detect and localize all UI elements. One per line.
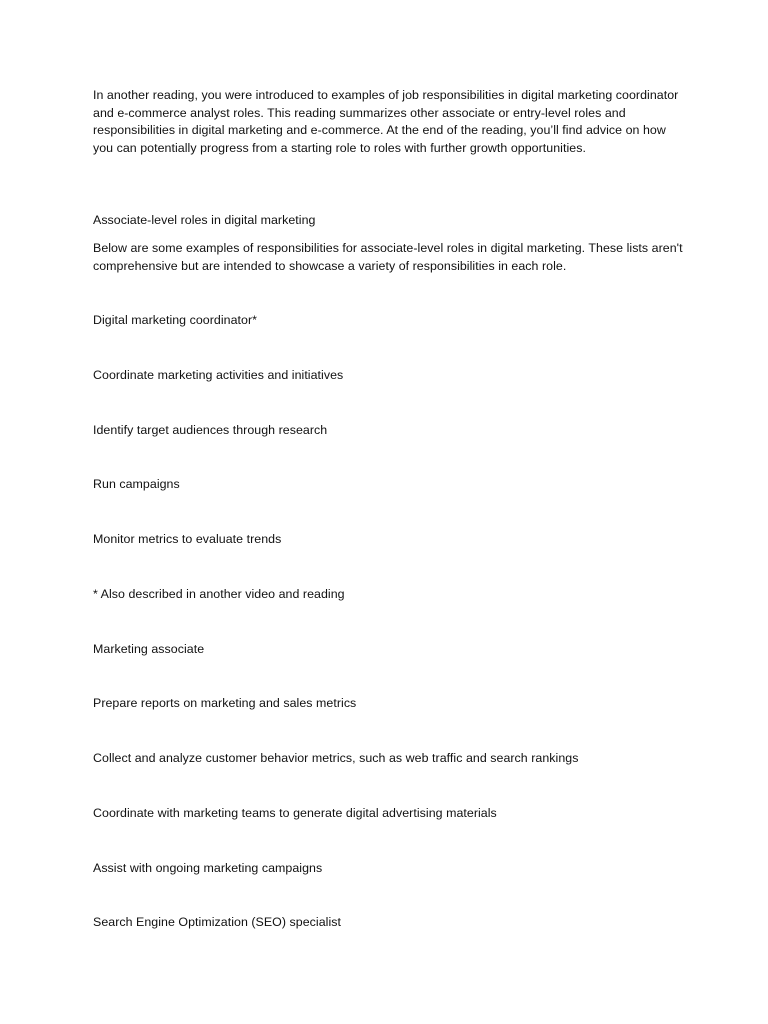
footnote: * Also described in another video and reading xyxy=(93,587,345,601)
list-item: Collect and analyze customer behavior metrics, such as web traffic and search rankings xyxy=(93,751,579,765)
intro-paragraph: In another reading, you were introduced to examples of job responsibilities in digital marketing coordinator and e-commerce analyst roles. This reading summarizes other associate or entry-level roles and responsibilities in digital marketing and e-commerce. At the end of the reading, you’ll find advice on how you can potentially progress from a starting role to roles with further growth opportunities. xyxy=(93,88,679,155)
list-item: Identify target audiences through research xyxy=(93,423,328,437)
list-item: Assist with ongoing marketing campaigns xyxy=(93,861,323,875)
role-title: Digital marketing coordinator* xyxy=(93,313,258,327)
list-item: Prepare reports on marketing and sales metrics xyxy=(93,696,357,710)
section-intro-paragraph: Below are some examples of responsibilities for associate-level roles in digital marketing. These lists aren't comprehensive but are intended to showcase a variety of responsibilities in each role. xyxy=(93,241,683,273)
list-item: Coordinate marketing activities and initiatives xyxy=(93,368,344,382)
list-item: Coordinate with marketing teams to generate digital advertising materials xyxy=(93,806,497,820)
section-heading: Associate-level roles in digital marketing xyxy=(93,213,316,227)
role-title: Search Engine Optimization (SEO) specialist xyxy=(93,915,342,929)
list-item: Monitor metrics to evaluate trends xyxy=(93,532,282,546)
list-item: Run campaigns xyxy=(93,477,180,491)
role-title: Marketing associate xyxy=(93,642,205,656)
